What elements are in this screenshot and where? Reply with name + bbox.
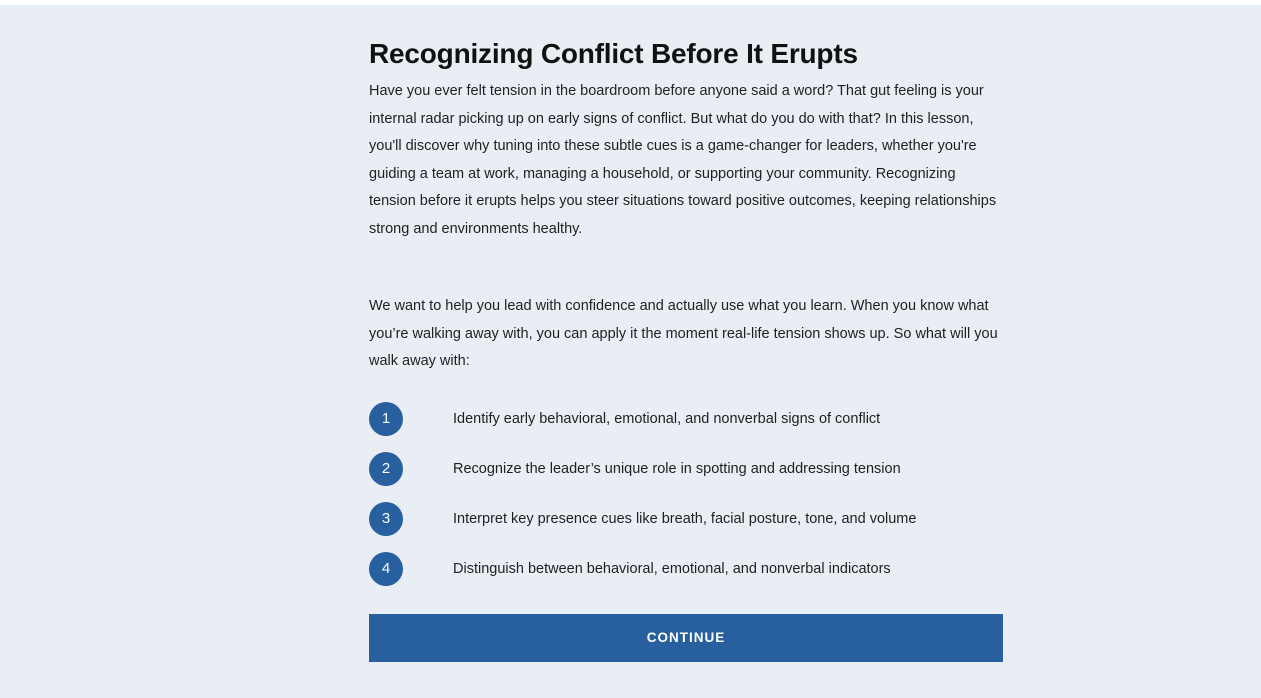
- objective-item-1: [369, 402, 1003, 436]
- goal-paragraph: We want to help you lead with confidence and actually use what you learn. When you know what you’re walking away with, you can apply it the moment real-life tension shows up. So what will you walk away with:: [369, 298, 998, 369]
- learning-objectives-list: [369, 402, 1003, 586]
- objective-text: Recognize the leader’s unique role in spotting and addressing tension: [453, 460, 901, 477]
- objective-number-badge: 1: [369, 402, 403, 436]
- lesson-content: [369, 5, 1003, 662]
- objective-number-badge: 2: [369, 452, 403, 486]
- intro-paragraph: Have you ever felt tension in the boardroom before anyone said a word? That gut feeling is your internal radar picking up on early signs of conflict. But what do you do with that? In this lesson, you'll discover why tuning into these subtle cues is a game-changer for leaders, whether you're guiding a team at work, managing a household, or supporting your community. Recognizing tension before it erupts helps you steer situations toward positive outcomes, keeping relationships strong and environments healthy.: [369, 83, 997, 237]
- continue-button[interactable]: CONTINUE: [369, 614, 1003, 662]
- objective-text: Identify early behavioral, emotional, and nonverbal signs of conflict: [453, 410, 881, 427]
- objective-number-badge: 4: [369, 552, 403, 586]
- objective-item-2: [369, 452, 1003, 486]
- objective-text: Interpret key presence cues like breath, facial posture, tone, and volume: [453, 510, 917, 527]
- objective-item-4: [369, 552, 1003, 586]
- lesson-title: Recognizing Conflict Before It Erupts: [369, 38, 858, 69]
- objective-number-badge: 3: [369, 502, 403, 536]
- objective-text: Distinguish between behavioral, emotional, and nonverbal indicators: [453, 560, 891, 577]
- objective-item-3: [369, 502, 1003, 536]
